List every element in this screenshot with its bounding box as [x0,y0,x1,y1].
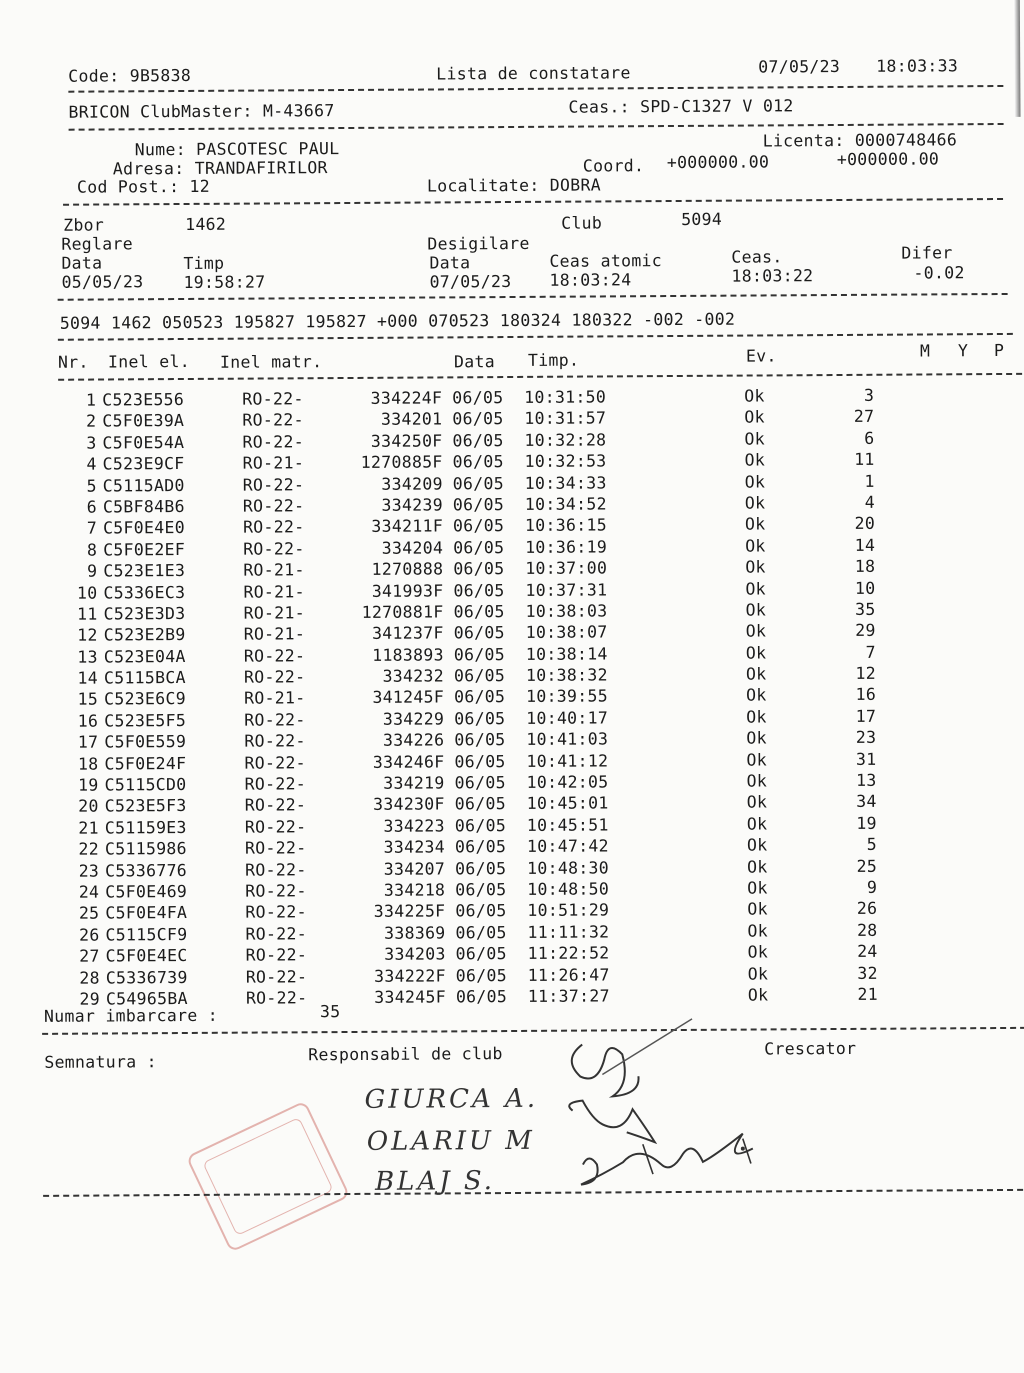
position: 34 [856,792,877,812]
ring-number: 334245F [374,987,446,1007]
electronic-ring: C523E9CF [102,454,185,474]
arrival-time: 11:11:32 [527,922,610,942]
signature-label: Semnatura : [44,1052,157,1072]
col-header-inel-el: Inel el. [107,351,190,372]
divider [58,293,1008,301]
row-number: 26 [78,925,100,945]
arrival-date: 06/05 [453,559,505,579]
country-code: RO-21- [243,560,305,580]
ring-number: 334204 [381,538,444,558]
position: 21 [857,984,878,1004]
club-responsible-label: Responsabil de club [308,1044,503,1065]
arrival-time: 10:38:03 [525,601,608,621]
country-code: RO-22- [245,945,308,965]
event-status: Ok [744,386,765,406]
position: 3 [863,385,875,405]
event-status: Ok [745,600,767,620]
arrival-time: 10:36:15 [524,515,607,536]
reglare-date: 05/05/23 [61,272,144,292]
row-number: 9 [87,561,98,581]
event-status: Ok [747,899,768,919]
country-code: RO-22- [244,774,307,794]
electronic-ring: C5F0E2EF [103,539,186,560]
event-status: Ok [746,814,768,834]
position: 13 [856,770,877,790]
event-status: Ok [746,835,768,855]
arrival-date: 06/05 [455,965,508,985]
ring-number: 338369 [384,923,446,943]
electronic-ring: C5336EC3 [103,582,186,603]
arrival-date: 06/05 [453,537,505,558]
ring-number: 1270881F [361,602,444,622]
electronic-ring: C51159E3 [104,817,187,838]
electronic-ring: C523E1E3 [103,561,186,581]
row-number: 21 [78,818,99,838]
col-header-p: P [993,340,1005,361]
electronic-ring: C5F0E469 [105,881,188,902]
row-number: 1 [85,390,97,410]
country-code: RO-21- [243,603,306,623]
clock-time: 18:03:22 [731,266,814,286]
row-number: 5 [86,476,97,496]
document-title: Lista de constatare [436,63,631,84]
reglare-label: Reglare [61,234,133,254]
country-code: RO-22- [244,838,307,858]
electronic-ring: C523E556 [102,389,185,410]
arrival-time: 10:34:33 [524,472,607,493]
row-number: 24 [78,882,100,902]
event-status: Ok [747,963,769,984]
position: 23 [855,728,877,748]
event-status: Ok [745,578,766,599]
event-status: Ok [745,536,766,556]
arrival-time: 10:38:14 [525,644,608,664]
ring-number: 334209 [381,473,443,494]
divider [58,333,1013,341]
country-code: RO-21- [243,624,306,644]
reglare-data-label: Data [61,253,103,273]
ring-number: 334223 [383,816,445,836]
ring-number: 1183893 [372,645,444,665]
position: 5 [866,834,878,855]
row-number: 23 [78,861,100,881]
boarding-count-label: Numar imbarcare : [43,1005,219,1026]
electronic-ring: C5115AD0 [102,475,185,496]
row-number: 22 [78,839,100,859]
club-label: Club [561,213,603,233]
position: 14 [854,535,876,555]
ring-number: 334232 [382,666,445,686]
row-number: 10 [76,583,98,603]
arrivals-table [56,386,878,1011]
electronic-ring: C5F0E559 [104,732,187,752]
ring-number: 334250F [370,431,443,451]
position: 25 [856,856,878,876]
arrival-date: 06/05 [453,623,505,643]
arrival-date: 06/05 [455,986,508,1007]
country-code: RO-21- [242,453,305,473]
row-number: 3 [86,433,97,453]
country-code: RO-22- [242,389,304,409]
divider [68,85,1003,93]
desigilare-date: 07/05/23 [429,271,512,292]
arrival-date: 06/05 [453,601,505,622]
arrival-time: 10:41:12 [526,751,609,771]
arrival-date: 06/05 [452,388,504,408]
arrival-time: 10:41:03 [526,729,609,750]
electronic-ring: C523E6C9 [104,689,187,709]
country-code: RO-21- [244,688,306,709]
arrival-time: 11:22:52 [527,943,610,964]
electronic-ring: C5F0E4FA [105,903,188,923]
position: 32 [857,963,878,983]
col-header-y: Y [957,341,969,361]
country-code: RO-22- [242,517,305,537]
electronic-ring: C523E04A [103,646,186,667]
arrival-time: 10:34:52 [524,494,607,514]
arrival-time: 10:48:30 [527,858,610,878]
country-code: RO-22- [243,667,306,687]
position: 27 [853,407,875,427]
arrival-time: 10:38:32 [525,665,608,685]
ring-number: 334225F [373,901,446,922]
position: 35 [855,599,876,619]
event-status: Ok [747,942,769,962]
row-number: 6 [86,497,97,517]
arrival-date: 06/05 [455,880,507,900]
row-number: 16 [77,711,99,731]
arrival-date: 06/05 [454,687,506,707]
ring-number: 334229 [382,709,445,729]
event-status: Ok [746,750,767,770]
arrival-time: 10:48:50 [527,879,610,899]
coord-value-1: +000000.00 [666,152,770,173]
handwritten-name-1: GIURCA A. [364,1083,539,1115]
event-status: Ok [744,493,766,513]
arrival-date: 06/05 [452,494,505,515]
position: 20 [854,514,876,534]
event-status: Ok [746,707,767,727]
ring-number: 1270885F [360,452,443,473]
col-header-m: M [919,341,931,361]
arrival-date: 06/05 [454,815,507,836]
arrival-time: 10:39:55 [526,686,609,707]
electronic-ring: C5115986 [104,839,187,859]
desigilare-data-label: Data [429,253,471,273]
position: 7 [865,642,876,662]
owner-name: Nume: PASCOTESC PAUL [134,139,340,160]
col-header-ev: Ev. [745,346,777,366]
arrival-date: 06/05 [454,730,506,750]
event-status: Ok [745,621,767,641]
col-header-timp: Timp. [527,350,580,370]
country-code: RO-22- [244,752,306,773]
arrival-time: 10:37:00 [525,558,608,579]
ring-number: 334207 [383,859,446,879]
row-number: 12 [77,625,98,645]
country-code: RO-22- [245,924,307,944]
arrival-date: 06/05 [454,751,506,771]
country-code: RO-22- [244,817,307,837]
arrival-time: 10:31:57 [524,408,607,429]
ring-number: 334226 [382,730,445,751]
row-number: 13 [77,647,98,667]
owner-address: Adresa: TRANDAFIRILOR [112,158,328,179]
ring-number: 341237F [371,623,444,644]
event-status: Ok [744,514,766,534]
paper-edge-shadow [1014,0,1021,117]
event-status: Ok [745,557,766,577]
arrival-date: 06/05 [454,708,506,729]
reglare-timp-label: Timp [183,253,225,273]
clubmaster-id: BRICON ClubMaster: M-43667 [68,101,335,122]
position: 10 [854,578,876,598]
divider [43,1189,1023,1197]
reglare-time: 19:58:27 [183,272,266,292]
position: 19 [856,813,877,833]
arrival-time: 10:45:01 [526,793,609,814]
electronic-ring: C5BF84B6 [102,496,185,517]
ring-number: 334222F [374,965,446,986]
coord-label: Coord. [582,156,645,176]
ring-number: 334218 [383,880,446,900]
electronic-ring: C523E5F3 [104,796,187,816]
postal-code: Cod Post.: 12 [76,176,211,197]
country-code: RO-22- [242,496,305,516]
arrival-date: 06/05 [454,794,506,814]
handwritten-name-2: OLARIU M [366,1125,535,1157]
divider [58,373,1022,381]
arrival-date: 06/05 [452,430,504,451]
arrival-date: 06/05 [455,858,507,878]
electronic-ring: C5F0E39A [102,411,185,431]
electronic-ring: C5F0E4EC [105,946,188,966]
country-code: RO-22- [242,410,304,431]
position: 1 [864,471,875,491]
clock-id: Ceas.: SPD-C1327 V 012 [568,96,794,117]
signature-scribbles [542,1013,773,1234]
electronic-ring: C523E5F5 [104,710,187,731]
print-date: 07/05/23 [758,56,841,77]
electronic-ring: C5F0E54A [102,432,185,453]
event-status: Ok [747,921,769,941]
arrival-time: 10:51:29 [527,900,610,921]
row-number: 14 [77,668,99,688]
event-status: Ok [746,771,768,791]
electronic-ring: C5115CD0 [104,775,187,795]
arrival-time: 10:42:05 [526,772,609,792]
arrival-date: 06/05 [454,837,507,857]
row-number: 7 [86,518,98,538]
arrival-time: 10:47:42 [526,836,609,857]
ring-number: 334224F [370,388,443,408]
position: 28 [856,920,878,940]
country-code: RO-22- [243,538,305,559]
arrival-time: 10:32:53 [524,451,607,472]
electronic-ring: C523E2B9 [103,625,186,645]
ring-number: 334239 [381,495,443,515]
ring-number: 334203 [384,944,446,964]
position: 16 [855,685,877,705]
electronic-ring: C5115CF9 [105,924,188,945]
ring-number: 334201 [380,409,443,430]
position: 18 [854,556,876,577]
country-code: RO-22- [244,795,307,816]
document-code: Code: 9B5838 [68,65,192,86]
locality: Localitate: DOBRA [426,175,601,196]
country-code: RO-22- [243,645,306,666]
country-code: RO-22- [244,731,306,751]
col-header-nr: Nr. [57,352,89,372]
arrival-date: 06/05 [453,644,506,665]
license-number: Licenta: 0000748466 [762,130,958,151]
ring-number: 334234 [383,837,446,857]
ring-number: 341993F [371,580,444,601]
divider [42,1027,1024,1035]
event-status: Ok [744,429,766,449]
event-status: Ok [746,792,768,812]
divider [69,123,1004,131]
arrival-time: 10:40:17 [526,708,609,728]
summary-code-line: 5094 1462 050523 195827 195827 +000 070523 180324 180322 -002 -002 [59,309,736,333]
arrival-time: 10:31:50 [524,387,607,407]
electronic-ring: C5F0E24F [104,753,187,774]
electronic-ring: C5115BCA [103,668,186,688]
arrival-time: 10:45:51 [526,815,609,835]
col-header-inel-matr: Inel matr. [219,352,323,372]
boarding-count-value: 35 [319,1002,341,1022]
row-number: 11 [77,604,98,624]
arrival-time: 11:37:27 [527,986,610,1006]
event-status: Ok [744,472,766,492]
difference-value: -0.02 [913,263,965,283]
event-status: Ok [745,664,767,684]
arrival-time: 11:26:47 [527,964,610,985]
ring-number: 334211F [371,516,444,537]
country-code: RO-22- [245,966,308,987]
row-number: 27 [79,946,100,966]
electronic-ring: C5F0E4E0 [102,518,185,538]
flight-number: 1462 [185,214,227,234]
row-number: 18 [77,754,99,774]
position: 31 [855,749,877,769]
arrival-date: 06/05 [455,901,507,921]
print-time: 18:03:33 [876,56,959,76]
event-status: Ok [746,685,767,706]
ring-number: 334230F [373,794,445,815]
position: 17 [855,706,877,726]
ring-number: 1270888 [371,559,444,579]
country-code: RO-22- [244,710,306,730]
club-stamp [175,1090,362,1263]
electronic-ring: C523E3D3 [103,603,186,624]
country-code: RO-22- [245,859,307,880]
electronic-ring: C5336776 [105,860,188,881]
clock-label: Ceas. [731,247,783,267]
arrival-date: 06/05 [452,473,504,493]
club-number: 5094 [681,209,723,229]
arrival-date: 06/05 [453,580,505,600]
event-status: Ok [747,985,769,1005]
atomic-clock-label: Ceas atomic [549,251,663,271]
position: 29 [855,621,876,641]
ring-number: 341245F [372,687,445,708]
position: 26 [856,899,878,919]
position: 4 [864,492,875,512]
electronic-ring: C54965BA [105,988,188,1009]
row-number: 29 [79,989,100,1009]
country-code: RO-22- [242,432,304,452]
row-number: 2 [86,411,97,431]
electronic-ring: C5336739 [105,967,188,988]
arrival-date: 06/05 [453,666,506,686]
coord-value-2: +000000.00 [836,149,940,170]
arrival-date: 06/05 [455,944,507,964]
ring-number: 334246F [372,752,445,772]
arrival-date: 06/05 [452,516,505,536]
row-number: 17 [77,732,99,752]
country-code: RO-22- [245,881,307,901]
event-status: Ok [744,407,765,427]
arrival-date: 06/05 [452,452,504,472]
event-status: Ok [744,450,766,470]
flight-label: Zbor [63,215,105,235]
row-number: 4 [86,454,97,474]
arrival-time: 10:38:07 [525,622,608,643]
position: 24 [857,941,878,962]
breeder-label: Crescator [764,1038,857,1059]
arrival-time: 10:32:28 [524,430,607,450]
event-status: Ok [747,878,768,898]
position: 6 [864,428,875,448]
row-number: 28 [79,968,100,988]
position: 9 [866,877,878,897]
row-number: 8 [86,540,98,560]
handwritten-name-3: BLAJ S. [374,1166,496,1197]
arrival-date: 06/05 [455,922,507,943]
position: 11 [854,449,875,470]
arrival-date: 06/05 [454,773,506,793]
atomic-time: 18:03:24 [549,270,632,290]
row-number: 19 [78,775,99,795]
difference-label: Difer [901,243,953,263]
arrival-time: 10:36:19 [525,537,608,557]
event-status: Ok [745,643,767,663]
row-number: 15 [77,689,99,710]
country-code: RO-22- [245,902,307,923]
country-code: RO-22- [245,988,308,1008]
event-status: Ok [746,728,767,748]
country-code: RO-22- [242,474,305,495]
arrival-date: 06/05 [452,409,504,429]
country-code: RO-21- [243,581,305,602]
ring-number: 334219 [383,773,445,793]
arrival-time: 10:37:31 [525,579,608,600]
row-number: 25 [78,903,100,924]
desigilare-label: Desigilare [427,233,530,254]
col-header-data: Data [453,352,496,372]
divider [63,198,1003,206]
row-number: 20 [78,796,99,817]
position: 12 [855,663,876,683]
event-status: Ok [747,857,768,877]
